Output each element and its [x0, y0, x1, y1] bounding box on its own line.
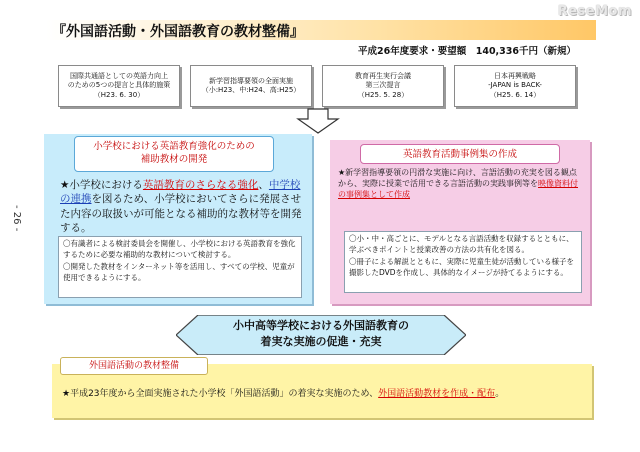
left-heading-line1: 小学校における英語教育強化のための [93, 141, 255, 153]
left-main-text [60, 178, 306, 236]
right-main-prefix: ★新学習指導要領の円滑な実施に向け、言語活動の充実を図る観点から、実際に授業で活用できる言語活動の実践事例等を [338, 168, 577, 189]
bottom-panel-heading: 外国語活動の教材整備 [60, 357, 208, 375]
left-main-emphasis-blue: 中学校の連携 [60, 179, 301, 206]
center-line-1: 小中高等学校における外国語教育の [233, 319, 409, 332]
right-main-emphasis-red: 映像資料付の事例集として作成 [338, 179, 578, 200]
resemom-logo: ReseMom [557, 4, 632, 19]
down-arrow-icon [296, 108, 340, 134]
bottom-text-emphasis-red: 外国語活動教材を作成・配布 [378, 389, 496, 399]
left-sub-item-1: 〇有識者による検討委員会を開催し、小学校における英語教育を強化するために必要な補助的な教材について検討する。 [63, 239, 296, 259]
budget-amount: 平成26年度要求・要望額 140,336千円（新規） [358, 46, 576, 57]
policy-box-revitalization-strategy: 日本再興戦略 -JAPAN is BACK- （H25. 6. 14） [454, 65, 576, 107]
left-sub-item-2: 〇開発した教材をインターネット等を活用し、すべての学校、児童が使用できるようにする。 [63, 262, 295, 282]
policy-box-curriculum: 新学習指導要領の全面実施 （小:H23、中:H24、高:H25） [190, 65, 312, 107]
center-banner-text [186, 318, 456, 350]
policy-box-english-proposals: 国際共通語としての英語力向上 のための5つの提言と具体的施策 （H23. 6. 30） [58, 65, 180, 107]
left-panel-heading [74, 136, 274, 172]
bottom-panel-text [62, 388, 582, 401]
bottom-text-suffix: 。 [495, 389, 505, 399]
right-sub-box [344, 231, 582, 293]
left-heading-line2: 補助教材の開発 [140, 154, 208, 165]
left-main-separator: 、 [258, 179, 269, 191]
right-main-text [338, 167, 584, 227]
policy-box-education-council: 教育再生実行会議 第三次提言 （H25. 5. 28） [322, 65, 444, 107]
left-main-prefix: ★小学校における [60, 179, 143, 191]
left-main-suffix: を図るため、小学校においてさらに発展させた内容の取扱いが可能となる補助的な教材等を開発する。 [60, 193, 302, 235]
center-line-2: 着実な実施の促進・充実 [260, 334, 382, 348]
page-title: 『外国語活動・外国語教育の教材整備』 [52, 24, 304, 40]
right-sub-item-1: 〇小・中・高ごとに、モデルとなる言語活動を収録するとともに、学ぶべきポイントと授業改善の方法の共有化を図る。 [349, 234, 574, 254]
left-main-emphasis-red: 英語教育のさらなる強化 [142, 179, 259, 191]
bottom-text-prefix: ★平成23年度から全面実施された小学校「外国語活動」の着実な実施のため、 [62, 389, 379, 399]
right-sub-item-2: 〇冊子による解説とともに、実際に児童生徒が活動している様子を撮影したDVDを作成し、具体的なイメージが持てるようにする。 [349, 257, 574, 277]
page-number: - 26 - [11, 205, 22, 232]
left-sub-box [58, 236, 302, 298]
right-panel-heading: 英語教育活動事例集の作成 [360, 144, 560, 164]
